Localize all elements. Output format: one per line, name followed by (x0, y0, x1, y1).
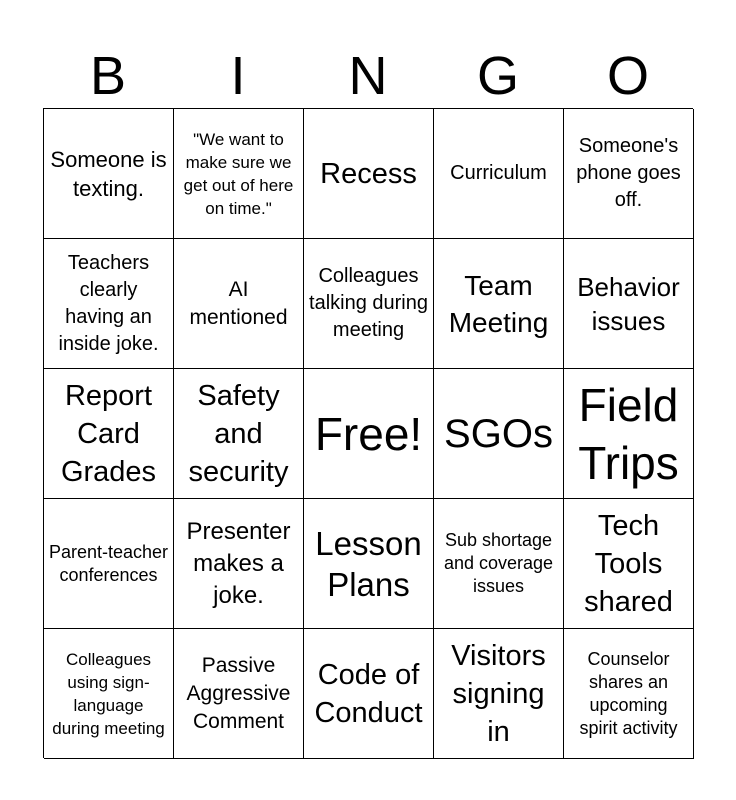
bingo-cell-r4-c4[interactable]: Sub shortage and coverage issues (434, 499, 564, 629)
bingo-cell-r3-c1[interactable]: Report Card Grades (44, 369, 174, 499)
header-letter-n: N (348, 46, 388, 106)
bingo-cell-r2-c3[interactable]: Colleagues talking during meeting (304, 239, 434, 369)
bingo-cell-free-space[interactable]: Free! (304, 369, 434, 499)
bingo-cell-r5-c3[interactable]: Code of Conduct (304, 629, 434, 759)
header-letter-b: B (89, 46, 127, 106)
bingo-cell-r1-c4[interactable]: Curriculum (434, 109, 564, 239)
bingo-cell-r2-c4[interactable]: Team Meeting (434, 239, 564, 369)
bingo-cell-r4-c2[interactable]: Presenter makes a joke. (174, 499, 304, 629)
bingo-cell-r2-c1[interactable]: Teachers clearly having an inside joke. (44, 239, 174, 369)
header-letter-o: O (606, 46, 649, 106)
bingo-cell-r1-c3[interactable]: Recess (304, 109, 434, 239)
bingo-cell-r5-c4[interactable]: Visitors signing in (434, 629, 564, 759)
bingo-header (43, 44, 693, 108)
header-letter-g: G (476, 46, 519, 106)
bingo-cell-r4-c1[interactable]: Parent-teacher conferences (44, 499, 174, 629)
bingo-cell-r1-c2[interactable]: "We want to make sure we get out of here on time." (174, 109, 304, 239)
bingo-cell-r5-c1[interactable]: Colleagues using sign-language during meeting (44, 629, 174, 759)
bingo-cell-r3-c4[interactable]: SGOs (434, 369, 564, 499)
bingo-cell-r3-c2[interactable]: Safety and security (174, 369, 304, 499)
bingo-cell-r2-c5[interactable]: Behavior issues (564, 239, 694, 369)
bingo-cell-r4-c3[interactable]: Lesson Plans (304, 499, 434, 629)
bingo-cell-r5-c2[interactable]: Passive Aggressive Comment (174, 629, 304, 759)
bingo-cell-r5-c5[interactable]: Counselor shares an upcoming spirit activity (564, 629, 694, 759)
bingo-cell-r1-c1[interactable]: Someone is texting. (44, 109, 174, 239)
bingo-board (43, 108, 693, 758)
bingo-cell-r1-c5[interactable]: Someone's phone goes off. (564, 109, 694, 239)
bingo-cell-r4-c5[interactable]: Tech Tools shared (564, 499, 694, 629)
bingo-cell-r2-c2[interactable]: AI mentioned (174, 239, 304, 369)
header-letter-i: I (230, 46, 246, 106)
bingo-cell-r3-c5[interactable]: Field Trips (564, 369, 694, 499)
